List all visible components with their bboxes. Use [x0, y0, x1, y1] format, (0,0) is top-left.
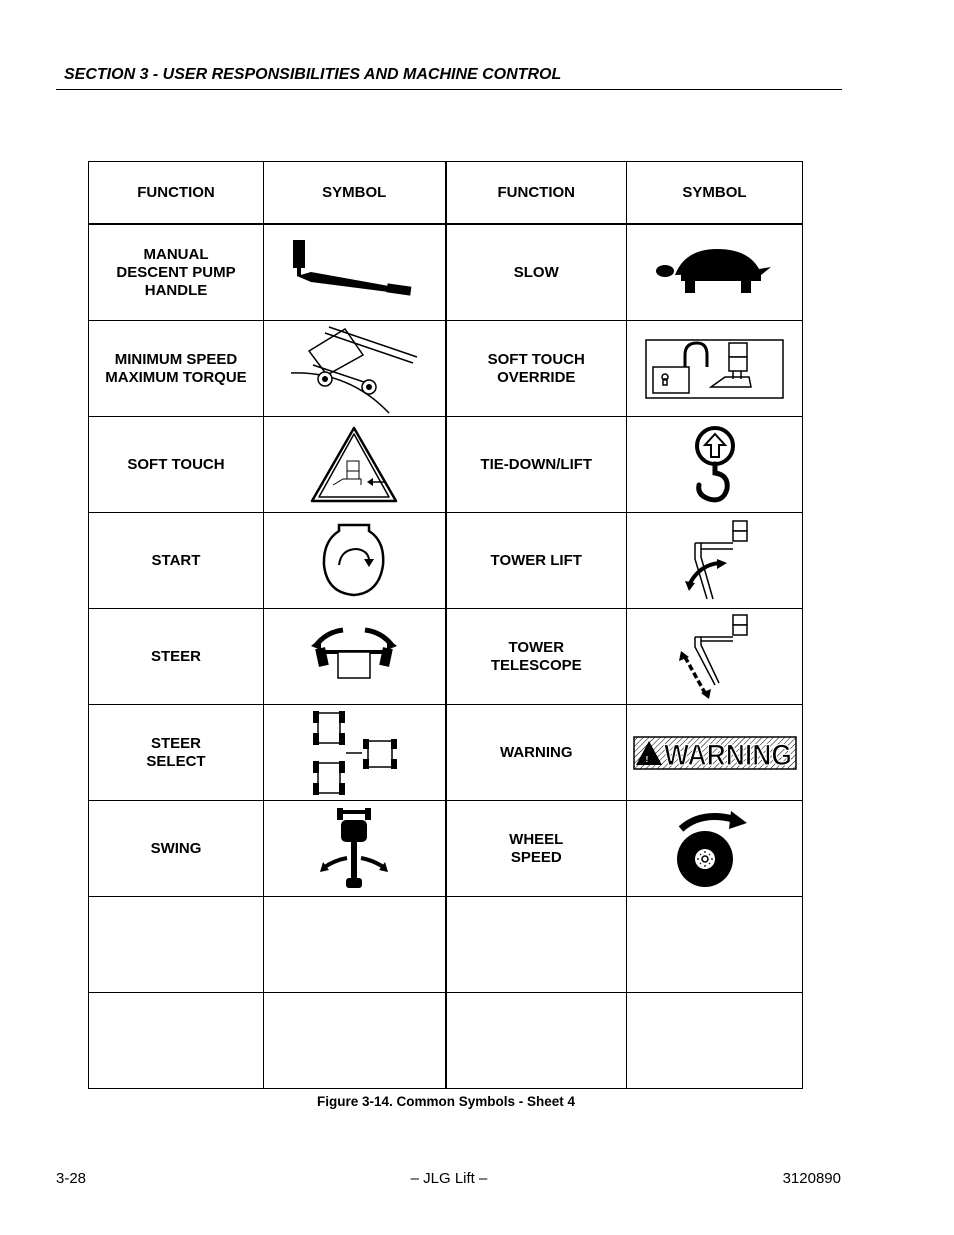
document-number: 3120890: [782, 1170, 841, 1187]
table-row: [89, 224, 803, 321]
function-label: TOWER TELESCOPE: [490, 638, 582, 674]
header-rule: [56, 89, 842, 90]
minimum-speed-maximum-torque-icon: [289, 323, 419, 415]
svg-text:!: !: [645, 754, 648, 764]
tie-down-lift-hook-icon: [685, 425, 745, 505]
wheel-speed-icon: [675, 807, 755, 891]
function-label: STEER: [150, 647, 201, 665]
table-row: [89, 321, 803, 417]
soft-touch-override-icon: [645, 337, 785, 401]
soft-touch-icon: [309, 425, 399, 505]
function-label: SOFT TOUCH: [127, 455, 225, 473]
function-label: WHEEL SPEED: [509, 830, 564, 866]
table-row: [89, 801, 803, 897]
start-icon: [319, 521, 389, 601]
function-label: MANUAL DESCENT PUMP HANDLE: [116, 245, 236, 299]
turtle-icon: [655, 243, 775, 303]
header-function-2: FUNCTION: [446, 162, 627, 225]
function-label: TOWER LIFT: [490, 551, 582, 569]
swing-icon: [319, 806, 389, 892]
function-label: STEER SELECT: [146, 734, 206, 770]
header-symbol-1: SYMBOL: [264, 162, 446, 225]
steer-select-icon: [304, 707, 404, 799]
function-label: TIE-DOWN/LIFT: [480, 455, 593, 473]
table-row: [89, 417, 803, 513]
table-header-row: [89, 162, 803, 225]
function-label: WARNING: [500, 743, 573, 761]
footer-center: – JLG Lift –: [410, 1170, 488, 1187]
page-number: 3-28: [56, 1170, 87, 1187]
section-title: SECTION 3 - USER RESPONSIBILITIES AND MACHINE CONTROL: [64, 66, 562, 83]
table-row: [89, 705, 803, 801]
function-label: MINIMUM SPEED MAXIMUM TORQUE: [105, 350, 247, 386]
tower-lift-icon: [675, 519, 755, 603]
function-label: SLOW: [513, 263, 559, 281]
function-label: SWING: [150, 839, 202, 857]
manual-descent-pump-handle-icon: [289, 238, 419, 308]
steer-icon: [309, 622, 399, 692]
tower-telescope-icon: [675, 613, 755, 701]
table-row: [89, 609, 803, 705]
warning-icon: [633, 736, 797, 770]
warning-sign-text: WARNING: [663, 738, 792, 770]
table-row-empty: [89, 993, 803, 1089]
table-row: [89, 513, 803, 609]
table-row-empty: [89, 897, 803, 993]
symbols-table: [88, 161, 803, 1089]
figure-caption: Figure 3-14. Common Symbols - Sheet 4: [316, 1094, 576, 1109]
header-symbol-2: SYMBOL: [627, 162, 803, 225]
function-label: START: [151, 551, 201, 569]
header-function-1: FUNCTION: [89, 162, 264, 225]
function-label: SOFT TOUCH OVERRIDE: [487, 350, 585, 386]
